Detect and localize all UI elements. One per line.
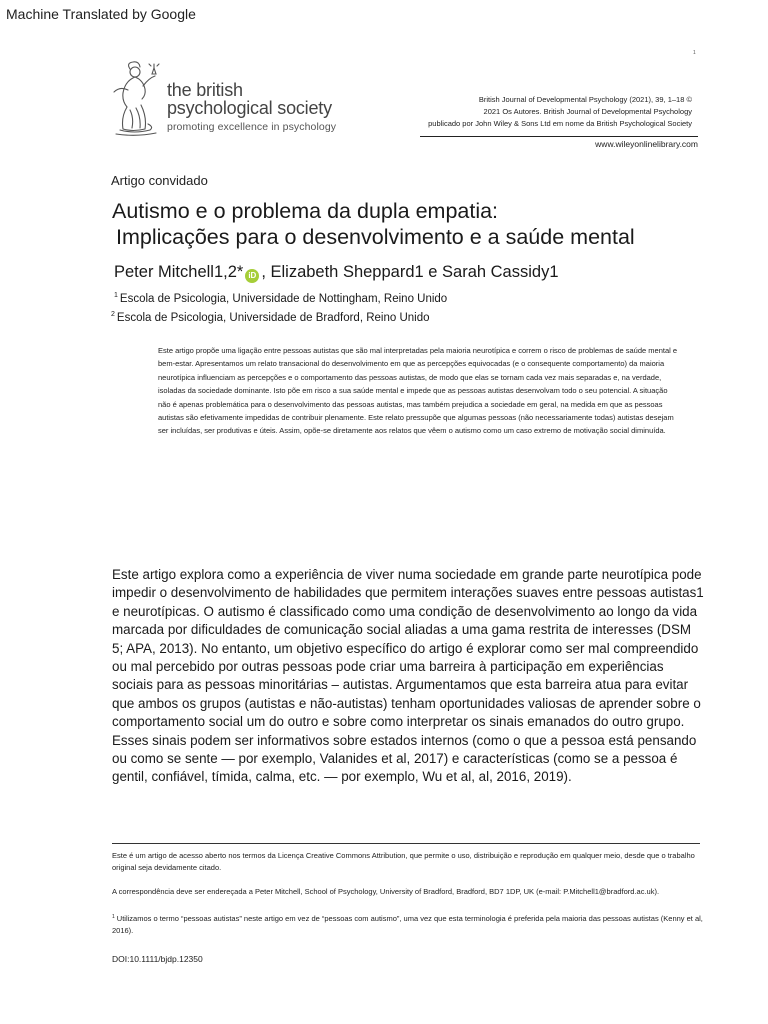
logo-tagline: promoting excellence in psychology [167, 121, 337, 133]
footnote-divider [112, 843, 700, 844]
journal-url-link[interactable]: www.wileyonlinelibrary.com [595, 139, 698, 149]
journal-citation: British Journal of Developmental Psychology (2021), 39, 1–18 © [478, 95, 692, 104]
terminology-footnote [112, 911, 712, 938]
article-title-line-1: Autismo e o problema da dupla empatia: [112, 199, 499, 223]
machine-translation-banner: Machine Translated by Google [6, 6, 196, 22]
affiliation-text: Escola de Psicologia, Universidade de Nottingham, Reino Unido [119, 293, 448, 305]
author-mitchell: Peter Mitchell1,2* [114, 263, 244, 281]
author-list [114, 263, 559, 283]
affiliation-mark: 2 [111, 311, 115, 318]
journal-citation-block [428, 94, 692, 130]
orcid-icon[interactable]: iD [245, 269, 259, 283]
journal-publisher: publicado por John Wiley & Sons Ltd em nome da British Psychological Society [428, 119, 692, 128]
affiliation-text: Escola de Psicologia, Universidade de Bradford, Reino Unido [116, 312, 430, 324]
correspondence-note: A correspondência deve ser endereçada a Peter Mitchell, School of Psychology, University of Bradford, Bradford, BD7 1DP, UK (e-mail: P.Mitchell1@bradford.ac.uk). [112, 887, 660, 896]
abstract: Este artigo propõe uma ligação entre pessoas autistas que são mal interpretadas pela maioria neurotípica e correm o risco de problemas de saúde mental e bem-estar. Apresentamos um relato transacional do desenvolvimento em que as percepções equivocadas (e o consequente comportamento) da maioria neurotípica influenciam as percepções e o comportamento das pessoas autistas, de modo que elas se tornam cada vez mais separadas e, na verdade, isoladas da sociedade dominante. Isto põe em risco a sua saúde mental e impede que as pessoas autistas desenvolvam todo o seu potencial. A situação não é apenas problemática para o desenvolvimento das pessoas autistas, mas também prejudica a sociedade em geral, na medida em que as pessoas autistas são efetivamente impedidas de contribuir plenamente. Este relato pressupõe que algumas pessoas (não necessariamente todas) autistas desejam ser incluídas, ser produtivas e úteis. Assim, opõe-se diretamente aos relatos que vêem o autismo como um caso extremo de motivação social diminuída. [158, 346, 678, 436]
affiliation-2 [111, 311, 430, 324]
bps-logo [108, 60, 348, 142]
journal-copyright: 2021 Os Autores. British Journal of Developmental Psychology [483, 107, 692, 116]
affiliation-mark: 1 [114, 292, 118, 299]
logo-line-2: psychological society [167, 98, 332, 118]
journal-divider [420, 136, 698, 137]
affiliation-1 [114, 292, 447, 305]
body-paragraph: Este artigo explora como a experiência de viver numa sociedade em grande parte neurotípica pode impedir o desenvolvimento de habilidades que permitem interações suaves entre pessoas autistas1 e neurotípicas. O autismo é classificado como uma condição de desenvolvimento ao longo da vida marcada por dificuldades de comunicação social aliadas a uma gama restrita de interesses (DSM 5; APA, 2013). No entanto, um objetivo específico do artigo é explorar como ser mal compreendido ou mal percebido por outras pessoas pode criar uma barreira à participação em experiências sociais para as pessoas minoritárias – autistas. Argumentamos que esta barreira atua para evitar que ambos os grupos (autistas e não-autistas) tenham oportunidades valiosas de aprender sobre o comportamento social um do outro e sobre como interpretar os sinais emanados do outro grupo. Esses sinais podem ser informativos sobre estados internos (como o que a pessoa está pensando ou como se sente — por exemplo, Valanides et al, 2017) e características (como se a pessoa é gentil, confiável, tímida, calma, etc. — por exemplo, Wu et al, al, 2016, 2019). [112, 567, 704, 785]
page-number: 1 [693, 50, 696, 56]
author-others: , Elizabeth Sheppard1 e Sarah Cassidy1 [261, 263, 559, 281]
license-note: Este é um artigo de acesso aberto nos termos da Licença Creative Commons Attribution, que permite o uso, distribuição e reprodução em qualquer meio, desde que o trabalho original seja devidamente citado. [112, 851, 695, 873]
footnote-mark: 1 [112, 914, 115, 920]
psyche-figure-icon [108, 60, 163, 136]
logo-line-1: the british [167, 80, 243, 100]
article-type: Artigo convidado [111, 173, 208, 188]
doi-link[interactable]: DOI:10.1111/bjdp.12350 [112, 954, 203, 964]
footnote-text: Utilizamos o termo “pessoas autistas” neste artigo em vez de “pessoas com autismo”, uma vez que esta terminologia é preferida pela maioria das pessoas autistas (Kenny et al, 2016). [112, 914, 703, 936]
article-title-line-2: Implicações para o desenvolvimento e a saúde mental [116, 225, 635, 249]
